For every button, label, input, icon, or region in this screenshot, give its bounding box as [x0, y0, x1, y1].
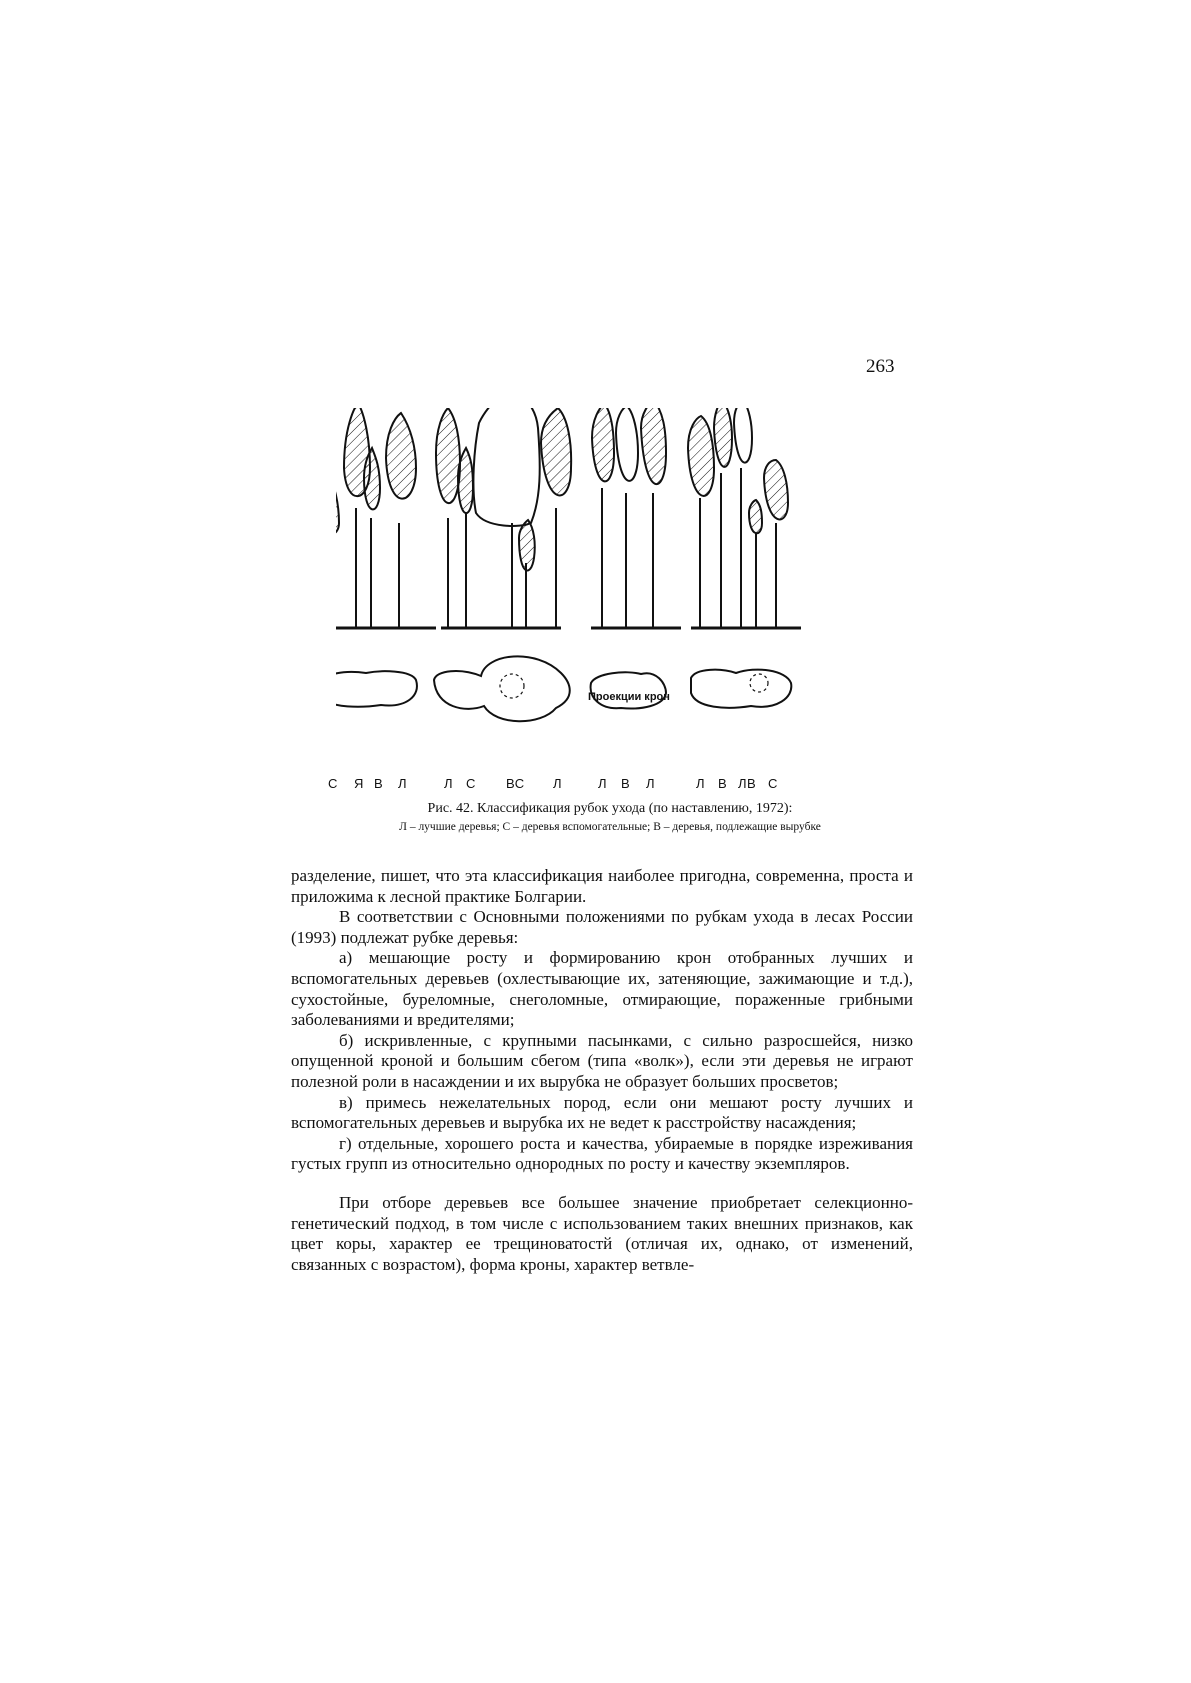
- paragraph: разделение, пишет, что эта классификация наиболее пригодна, современна, проста и приложима к лесной практике Болгарии.: [291, 866, 913, 906]
- caption-legend: Л – лучшие деревья; С – деревья вспомогательные; В – деревья, подлежащие вырубке: [399, 821, 821, 833]
- figure-thinning-classification: [328, 408, 892, 791]
- tree-letter: В: [718, 776, 728, 791]
- tree-letter: Л: [553, 776, 563, 791]
- tree-letter: Я: [354, 776, 364, 791]
- paragraph: В соответствии с Основными положениями по рубкам ухода в лесах России (1993) подлежат рубке деревья:: [291, 907, 913, 947]
- list-item: а) мешающие росту и формированию крон отобранных лучших и вспомогательных деревьев (охлестывающие их, затеняющие, зажимающие и т.д.), сухостойные, буреломные, снеголомные, отмирающие, пораженные грибными заболеваниями и вредителями;: [291, 948, 913, 1030]
- list-item: г) отдельные, хорошего роста и качества, убираемые в порядке изреживания густых групп из относительно однородных по росту и качеству экземпляров.: [291, 1133, 913, 1174]
- figure-caption: [300, 800, 920, 836]
- caption-title: Рис. 42. Классификация рубок ухода (по наставлению, 1972):: [427, 801, 793, 816]
- tree-letter: Л: [696, 776, 706, 791]
- page-number: 263: [866, 356, 895, 377]
- tree-letter: С: [466, 776, 476, 791]
- tree-letter: ВС: [506, 776, 525, 791]
- tree-letter: В: [621, 776, 631, 791]
- tree-letter: Л: [598, 776, 608, 791]
- list-item: в) примесь нежелательных пород, если они мешают росту лучших и вспомогательных деревьев и вырубка их не ведет к расстройству насаждения;: [291, 1092, 913, 1133]
- body-text: [291, 866, 913, 1275]
- crown-projection-label: Проекции крон: [588, 691, 670, 703]
- tree-letter: Л: [646, 776, 656, 791]
- tree-letter: ЛВ: [738, 776, 757, 791]
- tree-letter: Л: [444, 776, 454, 791]
- tree-letter: С: [328, 776, 338, 791]
- list-item: б) искривленные, с крупными пасынками, с сильно разросшейся, низко опущенной кроной и большим сбегом (типа «волк»), если эти деревья не играют полезной роли в насаждении и их вырубка не образует больших просветов;: [291, 1030, 913, 1091]
- tree-letter: В: [374, 776, 384, 791]
- tree-letter: С: [768, 776, 778, 791]
- tree-letter: Л: [398, 776, 408, 791]
- tree-illustration: [336, 408, 892, 784]
- paragraph: При отборе деревьев все большее значение приобретает селекционно-генетический подход, в том числе с использованием таких внешних признаков, как цвет коры, характер ее трещиноватостй (отличая их, однако, от изменений, связанных с возрастом), форма кроны, характер ветвле-: [291, 1192, 913, 1274]
